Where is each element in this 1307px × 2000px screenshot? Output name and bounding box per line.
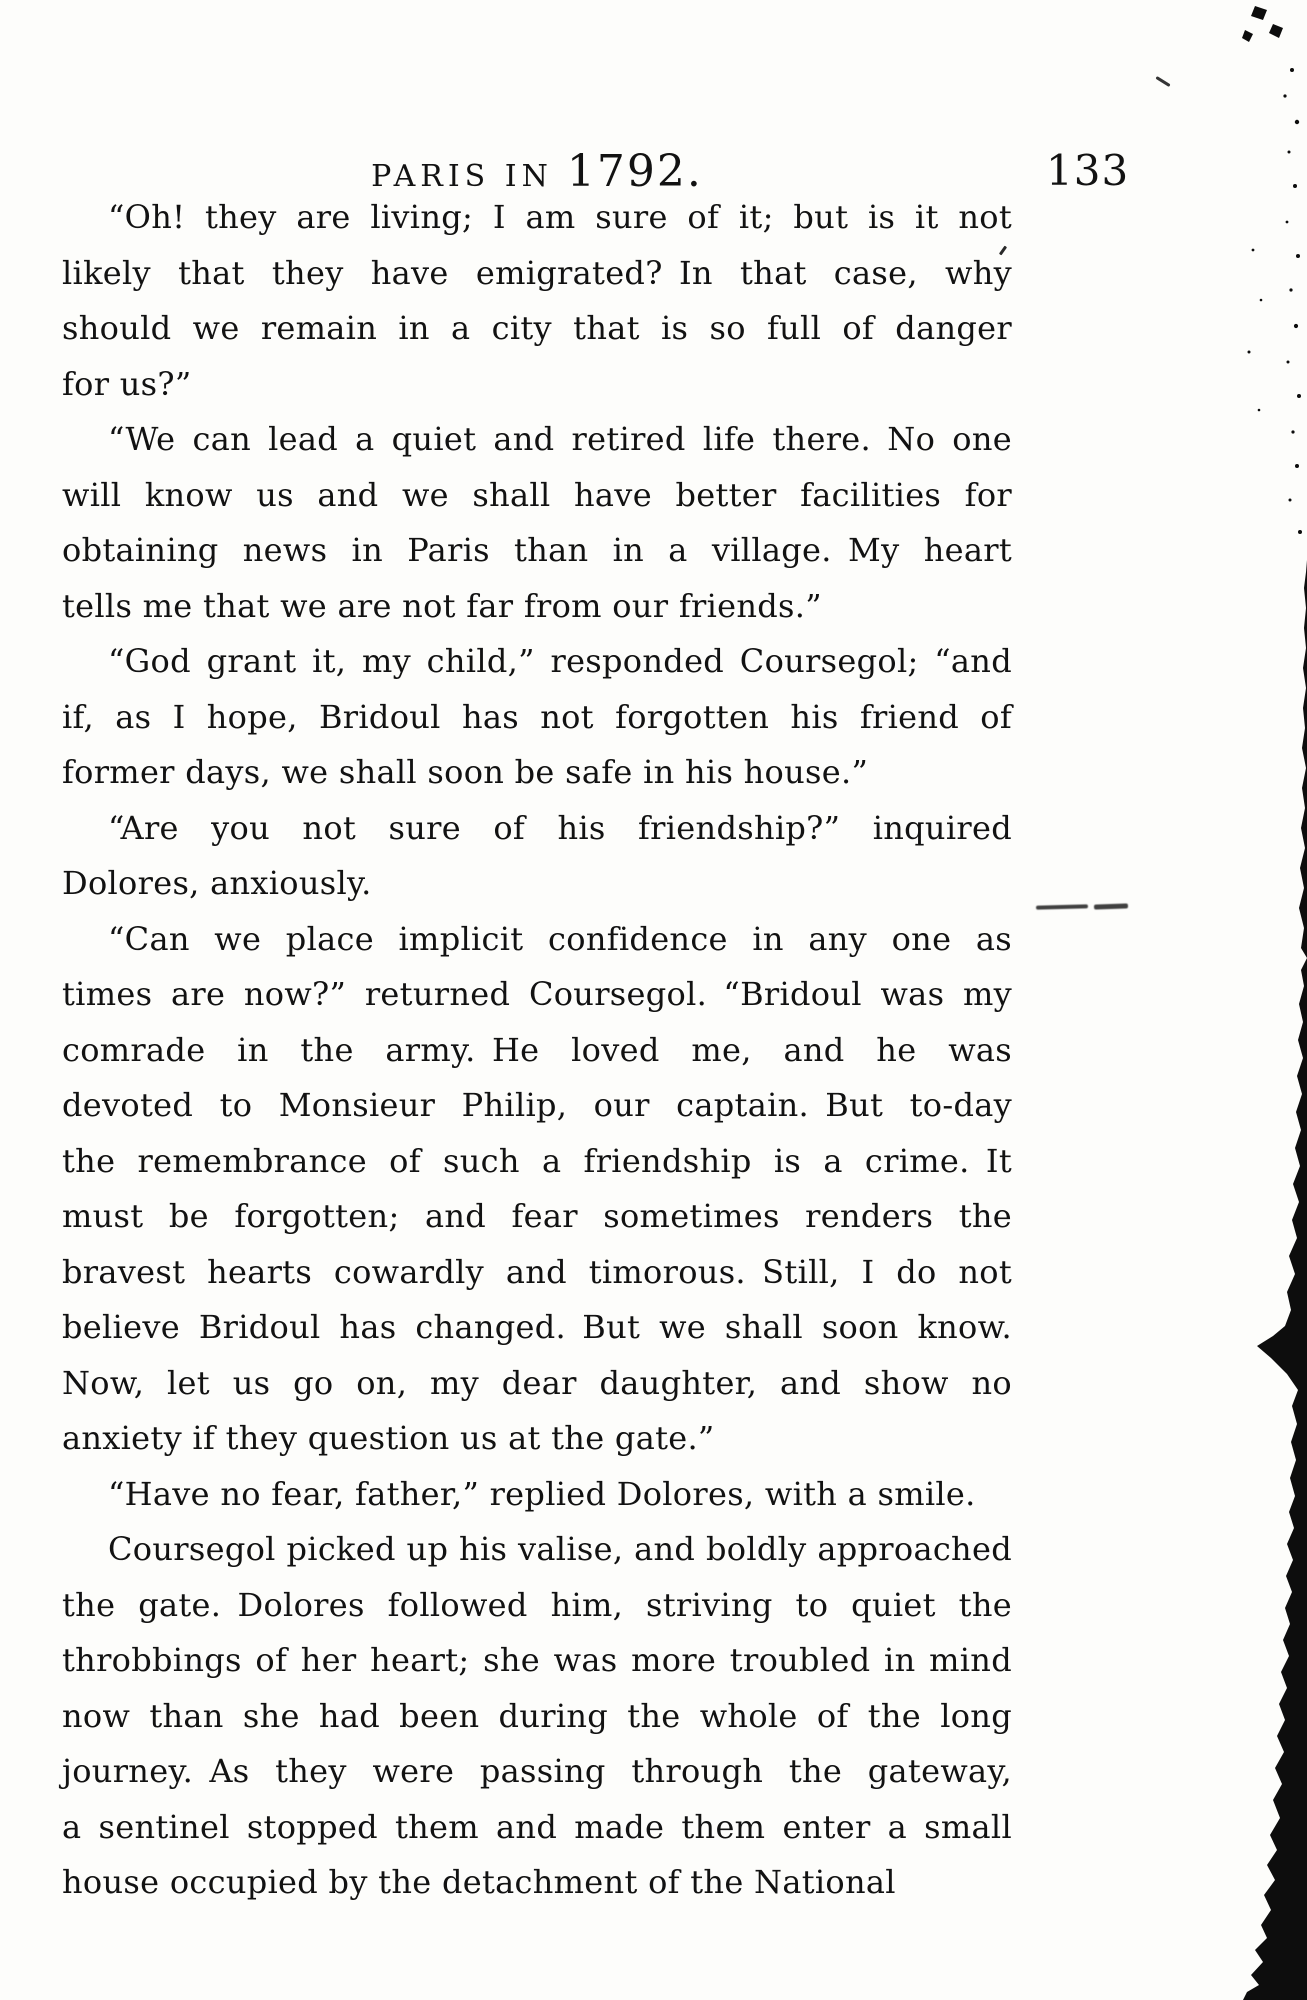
text-line: former days, we shall soon be safe in his house.” — [62, 753, 869, 791]
text-line: obtaining news in Paris than in a village. My heart — [62, 531, 1012, 569]
text-line: must be forgotten; and fear sometimes renders the — [62, 1197, 1012, 1235]
running-head-year: 1792. — [566, 146, 703, 197]
scan-speck-top — [1155, 76, 1170, 87]
text-line: anxiety if they question us at the gate.” — [62, 1419, 715, 1457]
scan-noise-right-edge — [1237, 0, 1307, 2000]
text-line: Coursegol picked up his valise, and boldly approached — [108, 1530, 1012, 1568]
text-line: “God grant it, my child,” responded Coursegol; “and — [108, 642, 1012, 680]
text-line: house occupied by the detachment of the National — [62, 1863, 896, 1901]
running-head-title: PARIS IN — [371, 159, 553, 194]
text-line: “Have no fear, father,” replied Dolores, with a smile. — [108, 1474, 976, 1513]
text-line: believe Bridoul has changed. But we shall soon know. — [62, 1308, 1012, 1346]
text-line: journey. As they were passing through the gateway, — [62, 1752, 1012, 1790]
text-line: Now, let us go on, my dear daughter, and show no — [62, 1363, 1012, 1402]
paragraph — [62, 1522, 1012, 1911]
paragraph — [62, 801, 1012, 912]
text-line: times are now?” returned Coursegol. “Bridoul was my — [62, 975, 1012, 1013]
paragraph — [62, 634, 1012, 801]
text-block — [62, 190, 1012, 1911]
paragraph — [62, 912, 1012, 1467]
text-line: if, as I hope, Bridoul has not forgotten his friend of — [62, 697, 1012, 736]
text-line: for us?” — [62, 364, 192, 403]
text-line: “Can we place implicit confidence in any one as — [108, 919, 1012, 958]
text-line: now than she had been during the whole of the long — [62, 1696, 1012, 1735]
text-line: “We can lead a quiet and retired life there. No one — [108, 420, 1012, 458]
text-line: a sentinel stopped them and made them enter a small — [62, 1807, 1012, 1846]
text-line: “Oh! they are living; I am sure of it; but is it not — [108, 198, 1012, 236]
paragraph — [62, 1467, 1012, 1523]
text-line: throbbings of her heart; she was more troubled in mind — [62, 1641, 1012, 1679]
paragraph — [62, 412, 1012, 634]
page-number: 133 — [1046, 146, 1130, 195]
paragraph — [62, 190, 1012, 412]
text-line: will know us and we shall have better facilities for — [62, 475, 1012, 514]
text-line: should we remain in a city that is so full of danger — [62, 309, 1012, 347]
text-line: the remembrance of such a friendship is a crime. It — [62, 1141, 1012, 1180]
text-line: the gate. Dolores followed him, striving to quiet the — [62, 1585, 1012, 1624]
text-line: comrade in the army. He loved me, and he was — [62, 1030, 1012, 1069]
text-line: tells me that we are not far from our friends.” — [62, 586, 822, 625]
scan-smudge-line — [1094, 903, 1128, 909]
text-line: bravest hearts cowardly and timorous. Still, I do not — [62, 1252, 1012, 1291]
scan-smudge-line — [1036, 904, 1088, 909]
text-line: likely that they have emigrated? In that case, why — [62, 253, 1012, 292]
text-line: Dolores, anxiously. — [62, 864, 372, 902]
text-line: devoted to Monsieur Philip, our captain. But to-day — [62, 1086, 1012, 1124]
text-line: “Are you not sure of his friendship?” inquired — [108, 808, 1012, 847]
